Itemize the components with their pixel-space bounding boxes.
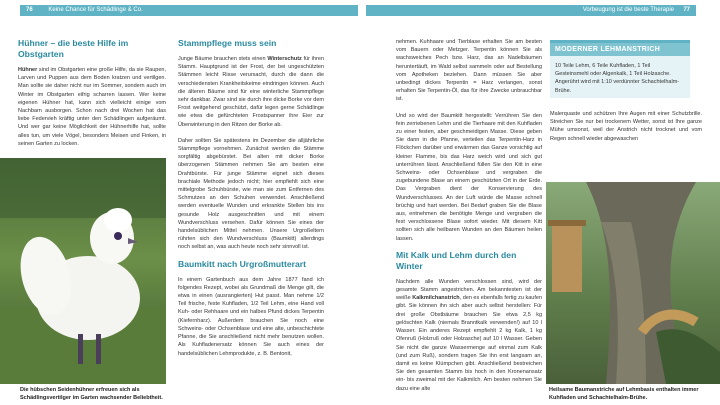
caption-right: Heilsame Baumanstriche auf Lehmbasis enthalten immer Kuhfladen und Schachtelhalm-Brühe. bbox=[549, 387, 699, 401]
heading-stammpflege: Stammpflege muss sein bbox=[178, 38, 277, 48]
paragraph-baumkitt: In einem Gartenbuch aus dem Jahre 1877 fand ich folgendes Rezept, wobei als Grundmaß die Menge gilt, die etwa in einen (ausrangierten) Hut passt. Man nehme 1/2 Teil frische, feste Kuhfladen, 1/2 Teil Lehm, eine Hand voll Kuh- oder Rehhaare und ein halbes Pfund dickes Terpentin (Kiefernharz). Außerdem brauchen Sie noch eine Schweins- oder Ochsenblase und eine alte, unbeschichtete Pfanne, die Sie anschließend nicht mehr benutzen wollen. Als Kuhfladenersatz können Sie auch eines der handelsüblichen Lehmprodukte, z. B. Bentonit, bbox=[178, 276, 324, 357]
left-page-number: 76 bbox=[26, 7, 33, 13]
column-3 bbox=[396, 38, 542, 405]
left-running-head bbox=[20, 5, 358, 16]
right-running-title: Vorbeugung ist die beste Therapie bbox=[582, 7, 674, 13]
heading-huehner: Hühner – die beste Hilfe im Obstgarten bbox=[18, 38, 129, 59]
paragraph-stammpflege-1: Junge Bäume brauchen stets einen Winterschutz für ihren Stamm. Hauptgrund ist der Frost, der bei ungeschützten Stämmen leicht Risse verursacht, durch die dann die verschiedensten Krankheitskeime eindringen können. Auch die älteren Bäume sind für eine winterliche Stammpflege sehr dankbar. Zwar sind sie durch ihre dicke Borke vor dem Frost weitgehend geschützt, dafür legen gerne Schädlinge wie etwa die gefürchteten Frostspanner ihre Eier zur Überwinterung in den Ritzen der Borke ab. bbox=[178, 56, 324, 128]
infobox-text: 10 Teile Lehm, 6 Teile Kuhfladen, 1 Teil Gesteinsmehl oder Algenkalk, 1 Teil Holzasche. Angerührt wird mit 1:10 verdünnter Schachtelhalm-Brühe. bbox=[555, 63, 680, 94]
lehmanstrich-infobox bbox=[550, 40, 690, 98]
right-page-number: 77 bbox=[683, 7, 690, 13]
left-running-title: Keine Chance für Schädlinge & Co. bbox=[48, 7, 143, 13]
lead-word: Hühner bbox=[18, 67, 38, 73]
right-running-head bbox=[366, 5, 696, 16]
caption-left: Die hübschen Seidenhühner erfreuen sich als Schädlingsvertilger im Garten wachsender Beliebtheit. bbox=[20, 387, 163, 401]
paragraph-huehner: Hühner sind im Obstgarten eine große Hilfe, da sie Raupen, Larven und Puppen aus dem Boden kratzen und vertilgen. Man sollte sie daher nicht nur im Sommer, sondern auch im Winter im Obstgarten eifrig scharren lassen. Wer keine eigenen Hühner hat, kann sich vielleicht einige vom Nachbarn ausborgen. Schon nach drei Wochen hat das liebe Federvieh kräftig unter den Schädlingen aufgeräumt. Und wer gar keine Möglichkeit der Hühnerhilfe hat, sollte alles tun, um viele Vögel, besonders Meisen und Finken, in seinen Garten zu locken. bbox=[18, 67, 166, 147]
infobox-title: MODERNER LEHMANSTRICH bbox=[550, 43, 690, 56]
silkie-chicken-photo bbox=[0, 158, 166, 384]
heading-kalk-lehm: Mit Kalk und Lehm durch den Winter bbox=[396, 249, 517, 271]
tree-painting-illustration bbox=[546, 182, 720, 384]
paragraph-malerquaste: Malerquaste und schützen Ihre Augen mit einer Schutzbrille. Streichen Sie nur bei trockenem Wetter, sonst ist Ihre ganze Mühe umsonst, weil der Anstrich nicht trocknet und vom Regen schnell wieder abgewaschen bbox=[550, 111, 702, 142]
heading-baumkitt: Baumkitt nach Urgroßmutterart bbox=[178, 258, 306, 269]
column-2 bbox=[178, 38, 324, 405]
paragraph-terpentin: nehmen. Kuhhaare und Tierblase erhalten Sie am besten vom Bauern oder Metzger. Terpentin können Sie als wachsweiches Pech bzw. Harz, das an Nadelbäumen heruntertäuft, im Wald selbst sammeln oder auf Bestellung vom Apotheken beziehen. Dann müssen Sie aber unbedingt dickes Terpentin = Harz verlangen, sonst erhalten Sie Terpentin-Öl, das für ihre Zwecke unbrauchbar ist. bbox=[396, 39, 542, 103]
column-1 bbox=[18, 38, 166, 162]
column-4 bbox=[550, 110, 702, 170]
paragraph-herstellung: Und so wird der Baumkitt hergestellt: Verrühren Sie den fein zerriebenen Lehm und die Tierhaare mit den Kuhfladen zu einer festen, aber geschmeidigen Masse. Diese geben Sie dann in die Pfanne, verteilen das Terpentin-Harz in Flöckchen darüber und erwärmen das Ganze vorsichtig auf kleiner Flamme, bis das Harz weich wird und sich gut unterrühren lässt. Anschließend füllen Sie den Kitt in eine Schweins- oder Ochsenblase und vergraben die zugebundene Blase an einem geschützten Ort in der Erde. Das Vergraben dient der Konservierung des Wundverschlusses. An der Luft würde die Masse schnell brüchig und hart werden. Bei Bedarf graben Sie die Blase aus, entnehmen die benötigte Menge und vergraben die fest verschlossene Blase sofort wieder. Mit diesem Kitt sollten sich alle heilbaren Wunden an den Bäumen heilen lassen. bbox=[396, 112, 542, 242]
tree-painting-photo bbox=[546, 182, 720, 384]
paragraph-stammpflege-2: Daher sollten Sie spätestens im Dezember die alljährliche Stammpflege vornehmen. Zunächst werden die Stämme sorgfältig abgebürstet. Bei alten mit dicker Borke überzogenen Stämmen nehmen Sie am besten eine Drahtbürste. Für junge Stämme eignet sich dieses brachiale Methode jedoch nicht; hier empfiehlt sich eine mittelgrobe Schuhbürste, wie man sie zum Entfernen des Schmutzes an den Schuhen verwendet. Anschließend werden eventuelle Wunden und erkrankte Stellen bis ins gesunde Holz ausgeschnitten und mit einem Wundverschluss versehen. Dafür können Sie eines der handelsüblichen Mittel nehmen. Unsere Urgroßeltern rührten sich den Wundverschluss (Baumkitt) allerdings noch selbst an, was auch heute noch sehr sinnvoll ist. bbox=[178, 137, 324, 251]
paragraph-kalkmilch: Nachdem alle Wunden verschlossen sind, wird der gesamte Stamm angestrichen. Am bekanntesten ist der weiße Kalkmilchanstrich, den es ebenfalls fertig zu kaufen gibt. Sie können ihn sich aber auch selbst herstellen: Für drei große Obstbäume brauchen Sie etwa 2,5 kg gelöschten Kalk (niemals Branntkalk verwenden!) auf 10 l Wasser. Ein anderes Rezept empfiehlt 2 kg Kalk, 1 kg Ofenruß (Holzruß oder Holzasche) auf 10 l Wasser. Geben Sie nicht die ganze Wassermenge auf einmal zum Kalk (und zum Ruß), sondern tragen Sie ihn erst langsam an, damit es keine Klümpchen gibt. Anschließend bestreichen Sie den gesamten Stamm bis hoch in den Kronenansatz ein- bis zweimal mit der Kalkmilch. Am besten nehmen Sie dazu eine alte bbox=[396, 278, 542, 392]
silkie-chicken-illustration bbox=[0, 158, 166, 384]
